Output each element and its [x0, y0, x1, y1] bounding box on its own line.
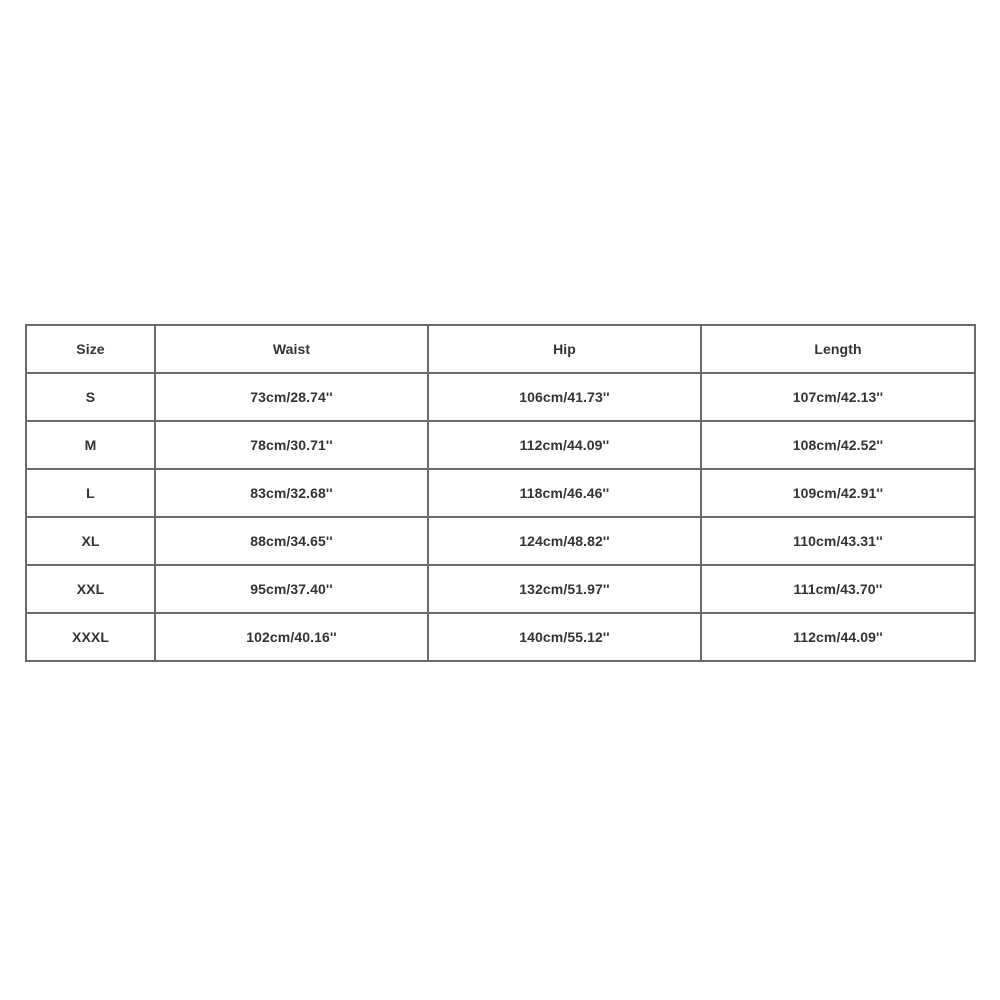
cell-size: L	[26, 469, 155, 517]
cell-waist: 102cm/40.16''	[155, 613, 428, 661]
cell-length: 112cm/44.09''	[701, 613, 975, 661]
header-hip: Hip	[428, 325, 701, 373]
cell-hip: 112cm/44.09''	[428, 421, 701, 469]
table-row	[26, 613, 975, 661]
cell-length: 111cm/43.70''	[701, 565, 975, 613]
cell-size: S	[26, 373, 155, 421]
table-row	[26, 469, 975, 517]
cell-waist: 78cm/30.71''	[155, 421, 428, 469]
header-waist: Waist	[155, 325, 428, 373]
table-row	[26, 373, 975, 421]
size-chart-table	[25, 324, 976, 662]
cell-size: XL	[26, 517, 155, 565]
cell-waist: 83cm/32.68''	[155, 469, 428, 517]
cell-size: M	[26, 421, 155, 469]
cell-size: XXXL	[26, 613, 155, 661]
table-row	[26, 517, 975, 565]
cell-length: 109cm/42.91''	[701, 469, 975, 517]
cell-length: 110cm/43.31''	[701, 517, 975, 565]
cell-hip: 118cm/46.46''	[428, 469, 701, 517]
cell-hip: 140cm/55.12''	[428, 613, 701, 661]
table-row	[26, 421, 975, 469]
table-row	[26, 565, 975, 613]
table-header-row	[26, 325, 975, 373]
cell-hip: 124cm/48.82''	[428, 517, 701, 565]
cell-hip: 132cm/51.97''	[428, 565, 701, 613]
cell-length: 108cm/42.52''	[701, 421, 975, 469]
cell-hip: 106cm/41.73''	[428, 373, 701, 421]
header-length: Length	[701, 325, 975, 373]
cell-size: XXL	[26, 565, 155, 613]
cell-length: 107cm/42.13''	[701, 373, 975, 421]
header-size: Size	[26, 325, 155, 373]
cell-waist: 95cm/37.40''	[155, 565, 428, 613]
cell-waist: 73cm/28.74''	[155, 373, 428, 421]
cell-waist: 88cm/34.65''	[155, 517, 428, 565]
